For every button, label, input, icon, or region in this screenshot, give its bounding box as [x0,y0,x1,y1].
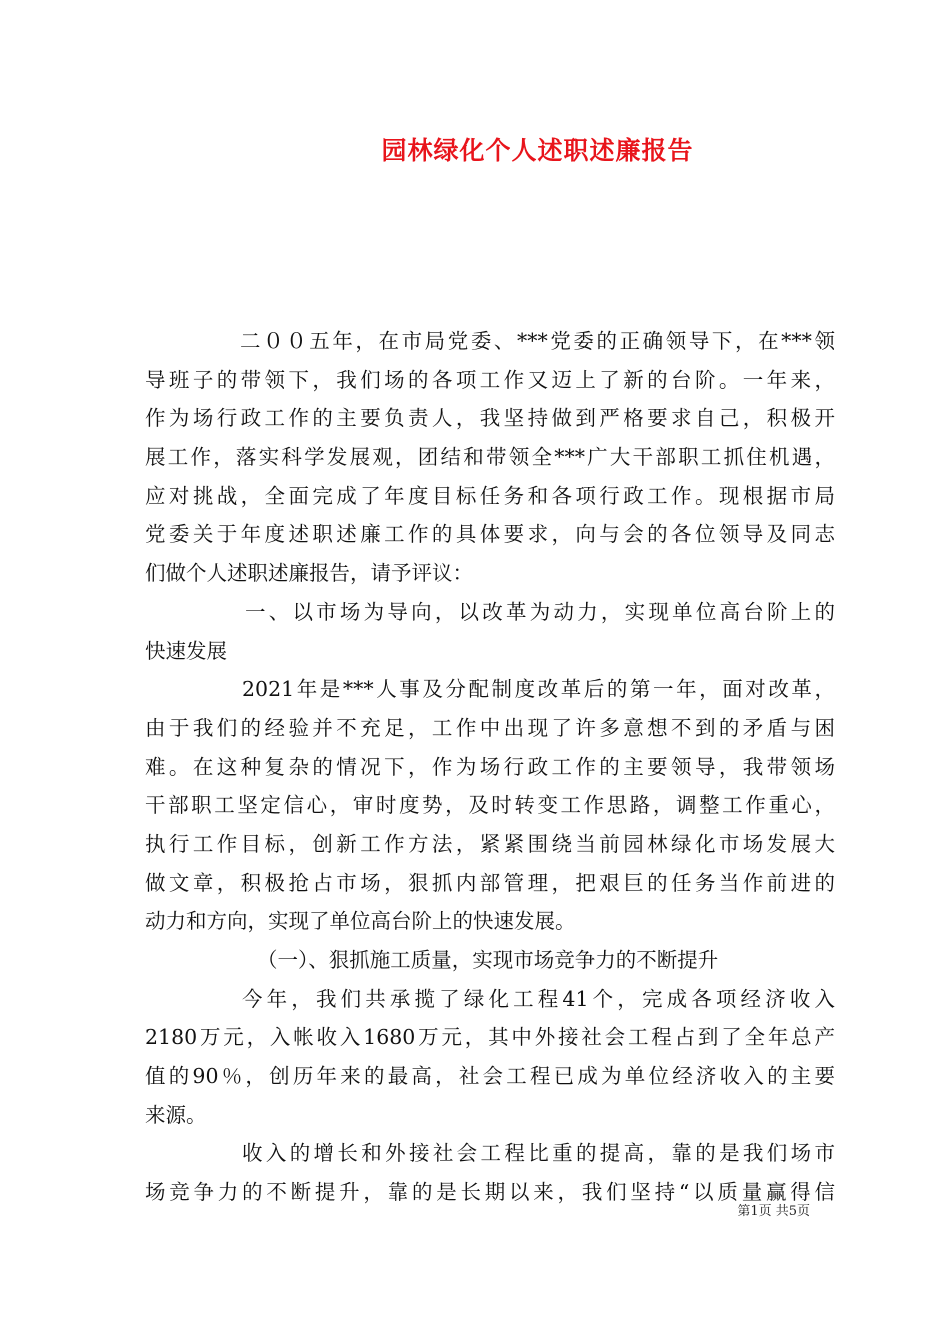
text-line: 干部职工坚定信心，审时度势，及时转变工作思路，调整工作重心， [145,793,835,818]
text-line: 2021年是***人事及分配制度改革后的第一年，面对改革， [242,677,835,702]
text-line: 值的90％，创历年来的最高，社会工程已成为单位经济收入的主要 [145,1064,835,1089]
text-line: 们做个人述职述廉报告，请予评议： [145,561,473,586]
document-title: 园林绿化个人述职述廉报告 [381,136,694,165]
text-line: 执行工作目标，创新工作方法，紧紧围绕当前园林绿化市场发展大 [145,831,835,856]
text-line: 党委关于年度述职述廉工作的具体要求，向与会的各位领导及同志 [145,522,835,547]
page-number-footer: 第1页 共5页 [737,1204,810,1219]
text-line: 由于我们的经验并不充足，工作中出现了许多意想不到的矛盾与困 [145,715,835,740]
text-line: 今年，我们共承揽了绿化工程41个，完成各项经济收入 [242,986,835,1011]
text-line: 来源。 [145,1102,207,1127]
section-heading: 一、以市场为导向，以改革为动力，实现单位高台阶上的 [245,599,835,624]
subsection-heading: （一）、狠抓施工质量，实现市场竞争力的不断提升 [257,948,719,972]
text-line: 二００五年，在市局党委、***党委的正确领导下，在***领 [240,329,835,353]
text-line: 展工作，落实科学发展观，团结和带领全***广大干部职工抓住机遇， [145,445,835,470]
text-line: 导班子的带领下，我们场的各项工作又迈上了新的台阶。一年来， [145,367,835,392]
text-line: 收入的增长和外接社会工程比重的提高，靠的是我们场市 [242,1141,835,1166]
section-heading: 快速发展 [145,638,227,663]
text-line: 动力和方向，实现了单位高台阶上的快速发展。 [145,909,576,934]
document-body [145,322,835,1212]
text-line: 作为场行政工作的主要负责人，我坚持做到严格要求自己，积极开 [145,406,835,431]
text-line: 2180万元，入帐收入1680万元，其中外接社会工程占到了全年总产 [145,1025,835,1050]
text-line: 场竞争力的不断提升，靠的是长期以来，我们坚持“以质量赢得信 [145,1180,835,1205]
text-line: 难。在这种复杂的情况下，作为场行政工作的主要领导，我带领场 [145,754,835,779]
text-line: 做文章，积极抢占市场，狠抓内部管理，把艰巨的任务当作前进的 [145,870,835,895]
text-line: 应对挑战，全面完成了年度目标任务和各项行政工作。现根据市局 [145,483,835,508]
